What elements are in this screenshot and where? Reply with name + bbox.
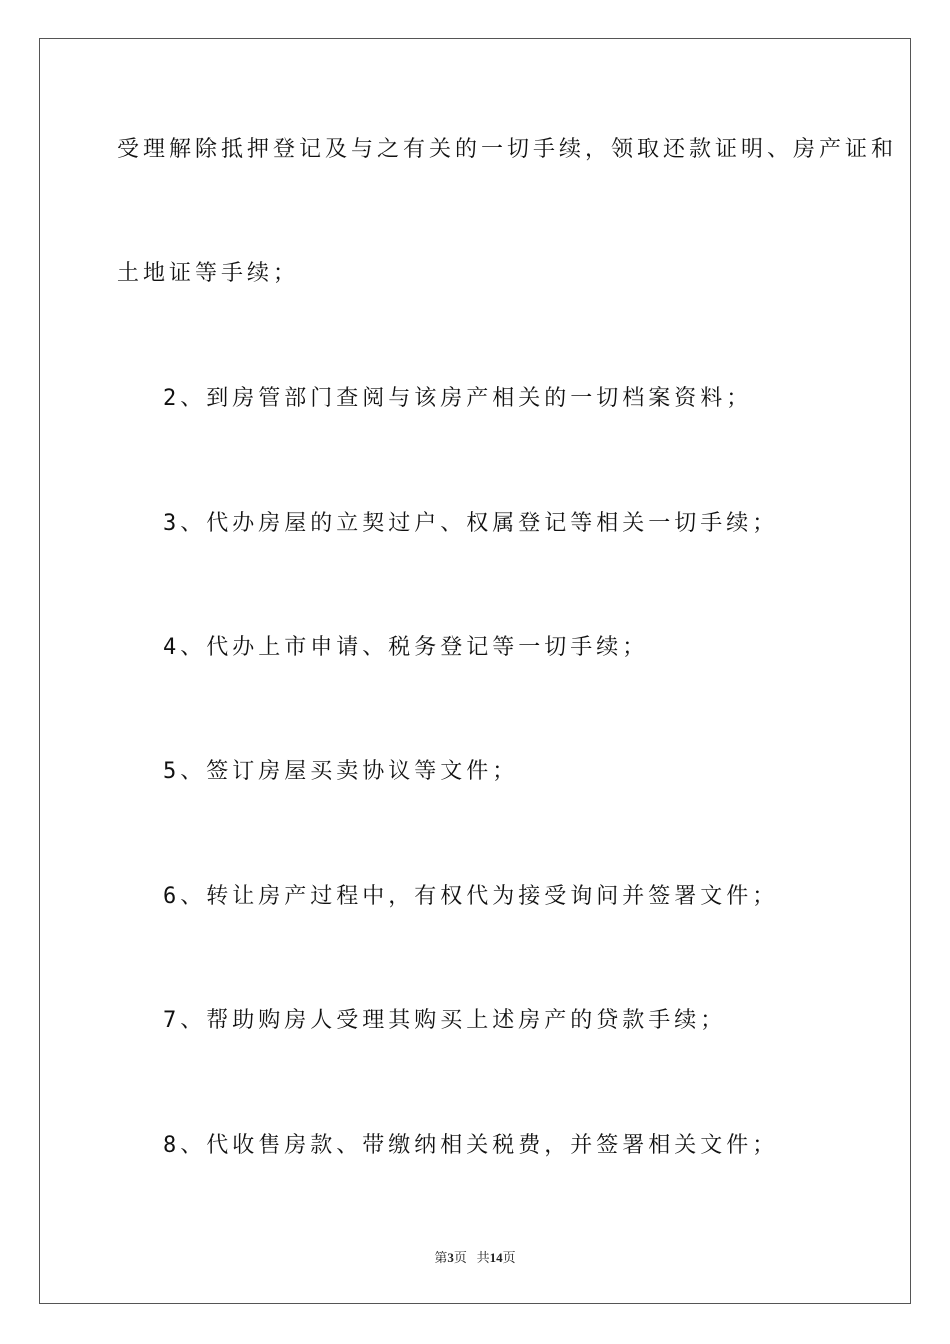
list-item-4: 4、代办上市申请、税务登记等一切手续； (163, 635, 649, 660)
page-prefix: 第 (434, 1250, 448, 1265)
total-prefix: 共 (476, 1250, 490, 1265)
list-item-6: 6、转让房产过程中，有权代为接受询问并签署文件； (163, 884, 779, 909)
total-suffix: 页 (502, 1250, 516, 1265)
page-current: 3 (447, 1250, 454, 1265)
list-item-3: 3、代办房屋的立契过户、权属登记等相关一切手续； (163, 511, 779, 536)
list-item-7: 7、帮助购房人受理其购买上述房产的贷款手续； (163, 1008, 727, 1033)
page-footer (0, 1247, 950, 1266)
paragraph-line-1: 受理解除抵押登记及与之有关的一切手续，领取还款证明、房产证和 (117, 137, 898, 162)
list-item-5: 5、签订房屋买卖协议等文件； (163, 759, 519, 784)
page-total: 14 (489, 1250, 503, 1265)
page-suffix: 页 (453, 1250, 467, 1265)
page-frame (39, 38, 911, 1304)
paragraph-line-2: 土地证等手续； (117, 261, 300, 286)
list-item-2: 2、到房管部门查阅与该房产相关的一切档案资料； (163, 386, 753, 411)
list-item-8: 8、代收售房款、带缴纳相关税费，并签署相关文件； (163, 1133, 779, 1158)
